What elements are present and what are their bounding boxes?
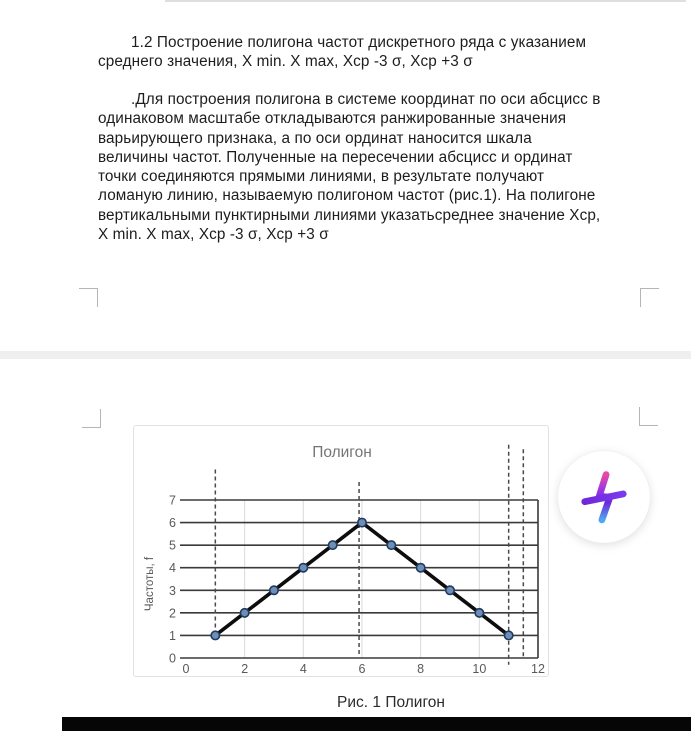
page-corner-mark: [79, 288, 98, 307]
data-point-marker: [387, 541, 395, 549]
body-line: ломаную линию, называемую полигоном частот (рис.1). На полигоне: [98, 187, 596, 205]
y-tick-label: 7: [169, 493, 176, 508]
y-tick-label: 4: [169, 561, 176, 576]
data-point-marker: [270, 586, 278, 594]
body-paragraph: [98, 90, 600, 244]
page-corner-mark: [640, 288, 659, 307]
y-tick-label: 2: [169, 606, 176, 621]
data-point-marker: [416, 564, 424, 572]
x-tick-label: 2: [241, 662, 249, 676]
x-tick-label: 10: [472, 662, 487, 676]
x-tick-label: 4: [299, 662, 307, 676]
y-tick-label: 5: [169, 538, 176, 553]
body-line: точки соединяются прямыми линиями, в результате получают: [98, 168, 545, 186]
y-tick-label: 1: [169, 628, 176, 643]
page-corner-mark: [82, 409, 101, 428]
data-point-marker: [240, 609, 248, 617]
body-line: .Для построения полигона в системе координат по оси абсцисс в: [131, 91, 601, 108]
chart-title: Полигон: [312, 444, 372, 461]
heading-line: 1.2 Построение полигона частот дискретного ряда с указанием: [131, 34, 587, 51]
x-tick-label: 8: [417, 662, 425, 676]
body-line: X min. X max, Хср -3 σ, Хср +3 σ: [98, 226, 329, 244]
heading-line: среднего значения, X min. X max, Хср -3 σ, Хср +3 σ: [98, 53, 473, 71]
top-cutoff-line: [165, 0, 686, 2]
x-tick-label: 6: [358, 662, 366, 676]
data-point-marker: [504, 631, 512, 639]
bottom-black-bar: [62, 717, 691, 731]
data-point-marker: [328, 541, 336, 549]
body-line: вертикальными пунктирными линиями указатьсреднее значение Хср,: [98, 206, 601, 224]
page-separator: [0, 351, 691, 359]
data-point-marker: [358, 518, 366, 526]
figure-caption: Рис. 1 Полигон: [337, 694, 445, 711]
chart-card: [133, 425, 549, 677]
body-line: величины частот. Полученные на пересечении абсцисс и ординат: [98, 148, 573, 166]
data-point-marker: [475, 609, 483, 617]
page-corner-mark: [639, 407, 658, 426]
y-tick-label: 3: [169, 583, 176, 598]
y-tick-label: 0: [169, 651, 176, 666]
ai-assistant-button[interactable]: [558, 451, 650, 543]
data-point-marker: [299, 564, 307, 572]
x-tick-label: 0: [182, 662, 190, 676]
x-tick-label: 12: [531, 662, 545, 676]
data-point-marker: [211, 631, 219, 639]
frequency-polygon-chart: [134, 426, 548, 676]
ai-sparkle-icon: [578, 467, 630, 527]
y-tick-label: 6: [169, 516, 176, 531]
section-heading: [98, 33, 586, 72]
body-line: одинаковом масштабе откладываются ранжированные значения: [98, 110, 567, 128]
y-axis-title: Частоты, f: [144, 556, 156, 612]
data-point-marker: [446, 586, 454, 594]
body-line: варьирующего признака, а по оси ординат наносится шкала: [98, 129, 532, 147]
